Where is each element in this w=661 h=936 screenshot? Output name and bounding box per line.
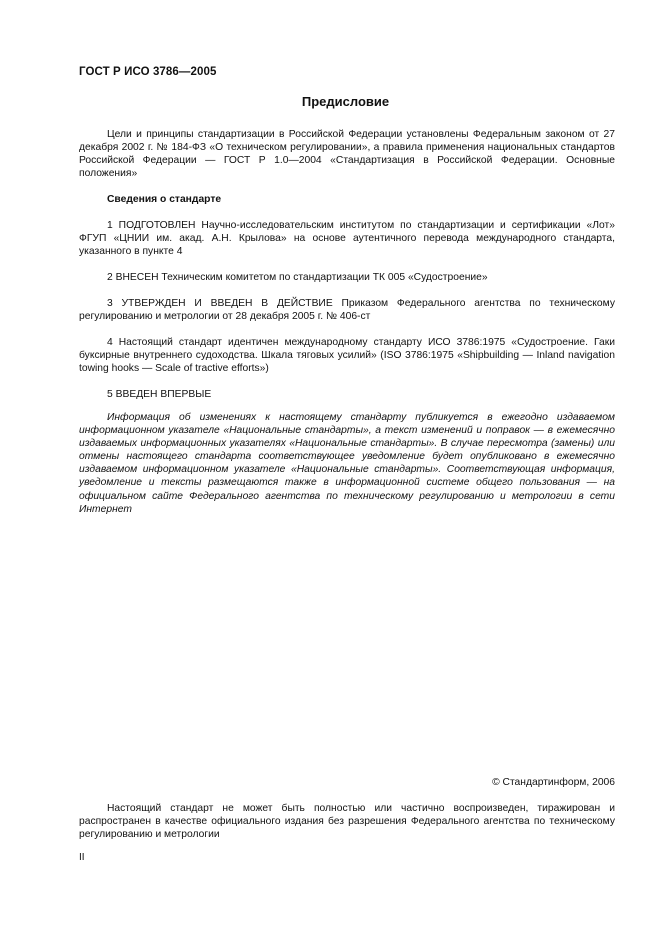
item-3 [79, 297, 615, 323]
list-item: 3 УТВЕРЖДЕН И ВВЕДЕН В ДЕЙСТВИЕ Приказом Федерального агентства по техническому регулированию и метрологии от 28 декабря 2005 г. № 406-ст [79, 298, 615, 323]
copyright: © Стандартинформ, 2006 [492, 777, 615, 788]
section-heading: Сведения о стандарте [107, 194, 222, 205]
list-item: 1 ПОДГОТОВЛЕН Научно-исследовательским институтом по стандартизации и сертификации «Лот» ФГУП «ЦНИИ им. акад. А.Н. Крылова» на основе аутентичного перевода международного стандарта, указанного в пункте 4 [79, 220, 615, 258]
item-5 [79, 388, 615, 401]
notice-paragraph: Информация об изменениях к настоящему стандарту публикуется в ежегодно издаваемом информационном указателе «Национальные стандарты», а текст изменений и поправок — в ежемесячно издаваемых информационных указателях «Национальные стандарты». В случае пересмотра (замены) или отмены настоящего стандарта соответствующее уведомление будет опубликовано в ежемесячно издаваемом информационном указателе «Национальные стандарты». Соответствующая информация, уведомление и тексты размещаются также в информационной системе общего пользования — на официальном сайте Федерального агентства по техническому регулированию и метрологии в сети Интернет [79, 412, 615, 515]
document-code-header: ГОСТ Р ИСО 3786—2005 [79, 66, 217, 78]
standard-info-section [79, 193, 615, 206]
item-2 [79, 271, 615, 284]
item-1 [79, 219, 615, 258]
list-item: 4 Настоящий стандарт идентичен международному стандарту ИСО 3786:1975 «Судостроение. Гаки буксирные внутреннего судоходства. Шкала тяговых усилий» (ISO 3786:1975 «Shipbuilding — Inland navigation towing hooks — Scale of tractive efforts») [79, 337, 615, 375]
list-item: 5 ВВЕДЕН ВПЕРВЫЕ [107, 389, 212, 400]
list-item: 2 ВНЕСЕН Техническим комитетом по стандартизации ТК 005 «Судостроение» [107, 272, 488, 283]
reproduction-block [79, 802, 615, 841]
item-4 [79, 336, 615, 375]
page-title: Предисловие [301, 94, 390, 109]
notice-block [79, 411, 615, 516]
reproduction-notice: Настоящий стандарт не может быть полностью или частично воспроизведен, тиражирован и распространен в качестве официального издания без разрешения Федерального агентства по техническому регулированию и метрологии [79, 803, 615, 841]
intro-block [79, 128, 615, 180]
intro-paragraph: Цели и принципы стандартизации в Российской Федерации установлены Федеральным законом от 27 декабря 2002 г. № 184-ФЗ «О техническом регулировании», а правила применения национальных стандартов Российской Федерации — ГОСТ Р 1.0—2004 «Стандартизация в Российской Федерации. Основные положения» [79, 129, 615, 180]
page-number: II [79, 852, 85, 863]
